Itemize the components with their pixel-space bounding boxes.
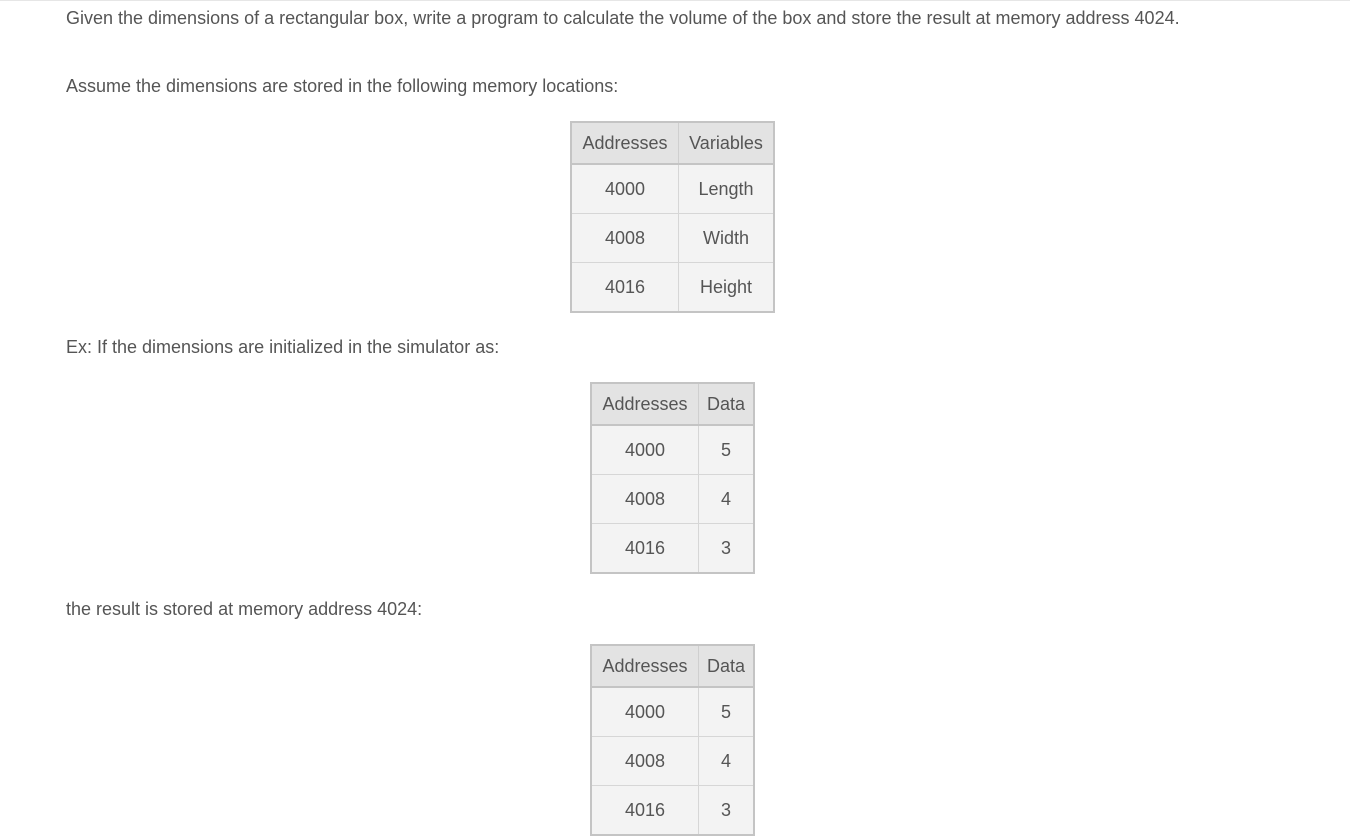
column-header-data: Data — [699, 645, 755, 687]
address-cell: 4008 — [591, 737, 699, 786]
data-cell: 3 — [699, 786, 755, 836]
table-row — [571, 164, 774, 214]
address-cell: 4008 — [571, 214, 679, 263]
result-text: the result is stored at memory address 4024: — [66, 599, 423, 619]
address-cell: 4016 — [571, 263, 679, 313]
column-header-addresses: Addresses — [571, 122, 679, 164]
variable-cell: Length — [679, 164, 775, 214]
table-header-row — [571, 122, 774, 164]
assumption-text: Assume the dimensions are stored in the following memory locations: — [66, 76, 619, 96]
table-row — [591, 786, 754, 836]
table-row — [591, 475, 754, 524]
data-cell: 3 — [699, 524, 755, 574]
column-header-variables: Variables — [679, 122, 775, 164]
address-cell: 4000 — [571, 164, 679, 214]
data-cell: 4 — [699, 737, 755, 786]
table-header-row — [591, 645, 754, 687]
data-cell: 4 — [699, 475, 755, 524]
address-cell: 4008 — [591, 475, 699, 524]
table-row — [591, 425, 754, 475]
variable-cell: Width — [679, 214, 775, 263]
address-cell: 4000 — [591, 687, 699, 737]
address-cell: 4000 — [591, 425, 699, 475]
data-cell: 5 — [699, 687, 755, 737]
table-row — [591, 524, 754, 574]
table-header-row — [591, 383, 754, 425]
variable-cell: Height — [679, 263, 775, 313]
data-cell: 5 — [699, 425, 755, 475]
address-cell: 4016 — [591, 524, 699, 574]
address-cell: 4016 — [591, 786, 699, 836]
table-row — [571, 214, 774, 263]
initial-data-table — [590, 382, 755, 574]
column-header-addresses: Addresses — [591, 383, 699, 425]
column-header-data: Data — [699, 383, 755, 425]
problem-statement: Given the dimensions of a rectangular box, write a program to calculate the volume of the box and store the result at memory address 4024. — [66, 8, 1180, 28]
example-text: Ex: If the dimensions are initialized in the simulator as: — [66, 337, 500, 357]
result-data-table — [590, 644, 755, 836]
column-header-addresses: Addresses — [591, 645, 699, 687]
table-row — [571, 263, 774, 313]
variables-table — [570, 121, 775, 313]
table-row — [591, 737, 754, 786]
table-row — [591, 687, 754, 737]
